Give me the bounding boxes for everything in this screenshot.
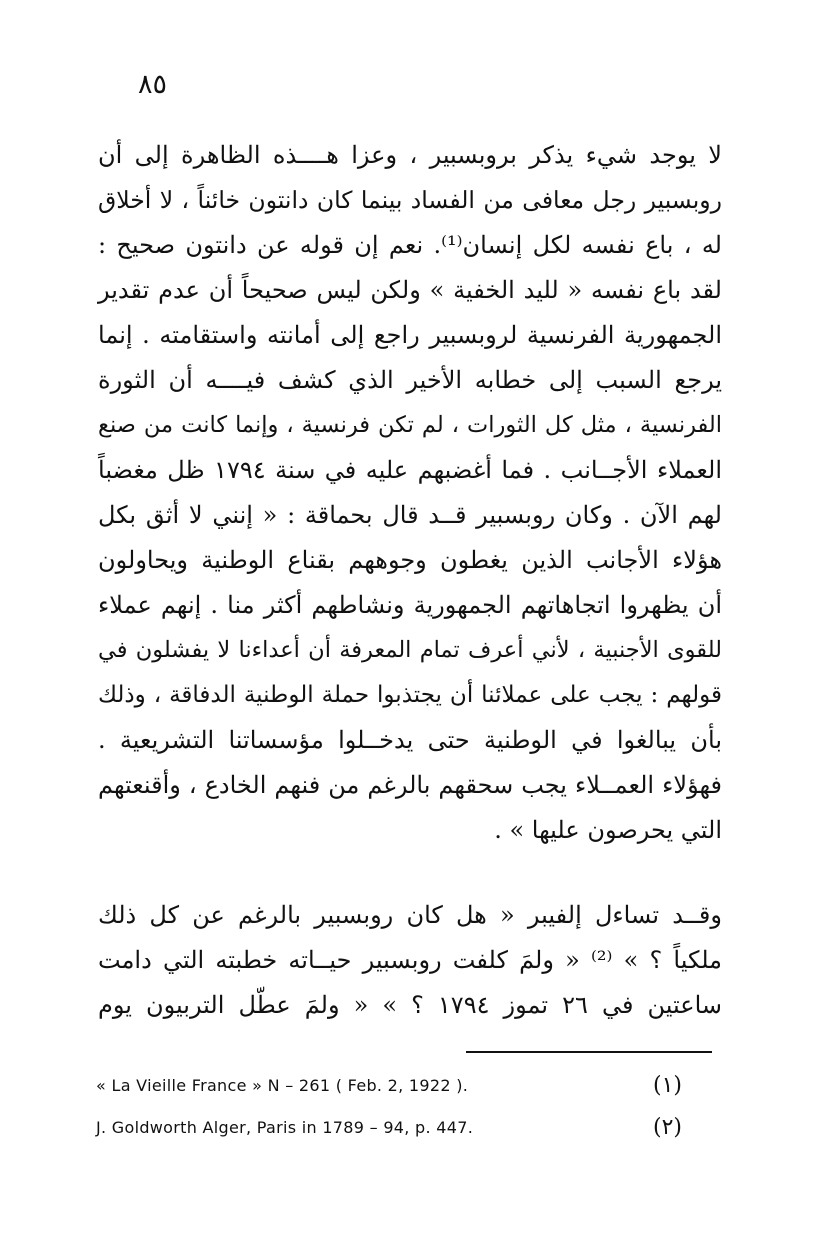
text-line: وقــد تساءل إلفيبر « هل كان روبسبير بالرغم عن كل ذلك — [98, 901, 722, 929]
paragraph-1 — [98, 133, 722, 853]
text-line: فهؤلاء العمــلاء يجب سحقهم بالرغم من فنهم الخادع ، وأقنعتهم — [98, 771, 722, 799]
footnote-citation: J. Goldworth Alger, Paris in 1789 – 94, p. 447. — [96, 1118, 474, 1137]
text-line: لقد باع نفسه « لليد الخفية » ولكن ليس صحيحاً أن عدم تقدير — [98, 276, 722, 304]
text-line: الفرنسية ، مثل كل الثورات ، لم تكن فرنسية ، وإنما كانت من صنع — [98, 412, 722, 438]
text-line: الجمهورية الفرنسية لروبسبير راجع إلى أمانته واستقامته . إنما — [98, 321, 722, 349]
text-line: التي يحرصون عليها » . — [494, 816, 722, 844]
footnote-2 — [96, 1114, 712, 1142]
text-line: يرجع السبب إلى خطابه الأخير الذي كشف فيــــه أن الثورة — [98, 366, 722, 394]
text-line: له ، باع نفسه لكل إنسان⁽¹⁾. نعم إن قوله عن دانتون صحيح : — [98, 231, 722, 259]
text-line: هؤلاء الأجانب الذين يغطون وجوههم بقناع الوطنية ويحاولون — [98, 546, 722, 574]
text-line: لهم الآن . وكان روبسبير قــد قال بحماقة : « إنني لا أثق بكل — [98, 501, 722, 529]
footnote-marker: (٢) — [652, 1115, 682, 1140]
footnote-separator — [466, 1051, 712, 1053]
text-line: روبسبير رجل معافى من الفساد بينما كان دانتون خائناً ، لا أخلاق — [98, 186, 722, 214]
text-line: لا يوجد شيء يذكر بروبسبير ، وعزا هــــذه الظاهرة إلى أن — [98, 141, 722, 169]
text-line: ساعتين في ٢٦ تموز ١٧٩٤ ؟ » « ولمَ عطّل التربيون يوم — [98, 991, 722, 1019]
text-line: بأن يبالغوا في الوطنية حتى يدخــلوا مؤسساتنا التشريعية . — [98, 726, 722, 754]
paragraph-2 — [98, 893, 722, 1028]
text-line: ملكياً ؟ » ⁽²⁾ « ولمَ كلفت روبسبير حيــاته خطبته التي دامت — [98, 946, 723, 974]
text-line: العملاء الأجــانب . فما أغضبهم عليه في سنة ١٧٩٤ ظل مغضباً — [98, 456, 722, 484]
text-line: للقوى الأجنبية ، لأني أعرف تمام المعرفة أن أعداءنا لا يفشلون في — [98, 637, 722, 663]
text-line: أن يظهروا اتجاهاتهم الجمهورية ونشاطهم أكثر منا . إنهم عملاء — [98, 591, 722, 619]
footnote-marker: (١) — [652, 1073, 682, 1098]
page-number: ٨٥ — [138, 69, 168, 100]
footnote-citation: « La Vieille France » N – 261 ( Feb. 2, 1922 ). — [96, 1076, 469, 1095]
text-line: قولهم : يجب على عملائنا أن يجتذبوا حملة الوطنية الدفاقة ، وذلك — [98, 682, 722, 708]
footnote-1 — [96, 1072, 712, 1100]
